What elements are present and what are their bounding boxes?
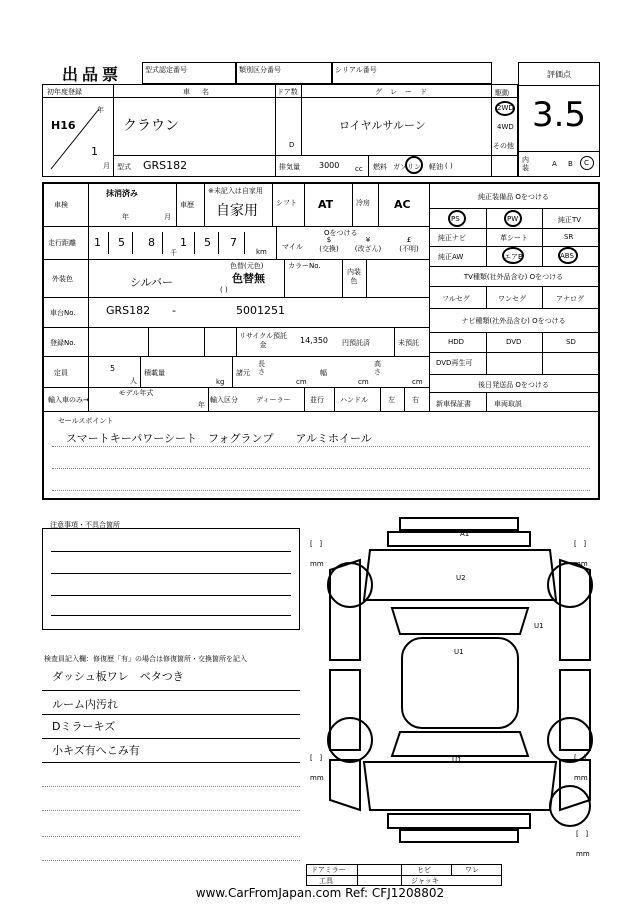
- chassis-prefix: GRS182: [106, 304, 151, 317]
- inspector-label: 検査員記入欄：修復歴「有」の場合は修復箇所・交換箇所を記入: [44, 655, 247, 663]
- model-label: 型式: [117, 163, 131, 171]
- recycle-value: 14,350: [300, 336, 328, 345]
- tv-title: TV種類(社外品含む) Oをつける: [463, 273, 564, 281]
- registration-block: [42, 84, 518, 177]
- doors-value: D: [289, 141, 295, 149]
- legend-jack: ジャッキ: [411, 877, 439, 885]
- fuel-label: 燃料: [373, 163, 387, 171]
- displacement-label: 排気量: [279, 163, 300, 171]
- mileage-thousand: 千: [170, 249, 177, 257]
- mileage-digit: 7: [230, 236, 237, 249]
- mark-u1-right: U1: [534, 622, 544, 630]
- bracket-spare: [ ]: [576, 830, 589, 838]
- model-cert-field: [142, 62, 236, 84]
- mileage-label: 走行距離: [48, 239, 76, 247]
- after-title: 後日発送品 Oをつける: [478, 381, 549, 389]
- notes-box: [42, 528, 300, 630]
- grade-value: ロイヤルサルーン: [339, 119, 426, 132]
- color-value: シルバー: [130, 276, 173, 289]
- tv-analog: アナログ: [556, 295, 584, 303]
- opt-ps: PS: [451, 215, 460, 223]
- rating-value: 3.5: [531, 95, 587, 135]
- opt-navi: 純正ナビ: [438, 234, 466, 242]
- model-year-label: モデル年式: [118, 389, 154, 397]
- fuel-paren: ( ): [445, 162, 453, 170]
- height-cm: cm: [412, 378, 423, 386]
- mileage-unknown: £ (不明): [399, 236, 419, 253]
- opt-airbag: エアB: [504, 253, 523, 261]
- note-line-2: ルーム内汚れ: [52, 698, 118, 711]
- serial-label: シリアル番号: [335, 66, 377, 74]
- car-name-label: 車名: [183, 88, 221, 96]
- mark-u2: U2: [456, 574, 466, 582]
- interior-color-label: 内装色: [347, 268, 361, 285]
- year-value: H16: [51, 119, 76, 132]
- footer-ref: www.CarFromJapan.com Ref: CFJ1208802: [195, 886, 445, 900]
- ac-label: 冷房: [356, 199, 370, 207]
- import-parallel: 並行: [310, 396, 324, 404]
- interior-a: A: [552, 160, 557, 168]
- interior-c: C: [584, 159, 589, 167]
- width-label: 幅: [320, 369, 327, 377]
- load-unit: kg: [216, 378, 225, 386]
- bracket-fl: [ ]: [310, 540, 323, 548]
- import-year-unit: 年: [198, 401, 205, 409]
- drive-4wd: 4WD: [497, 123, 514, 131]
- fuel-gas: ガソリン: [393, 163, 421, 171]
- notes-label: 注意事項・不具合箇所: [50, 521, 120, 529]
- height-label: 高さ: [374, 360, 381, 376]
- legend-mirror: ドアミラー: [311, 866, 346, 874]
- capacity-unit: 人: [130, 377, 137, 385]
- sales-text: スマートキーパワーシート フォグランプ アルミホイール: [66, 432, 372, 445]
- handle-left: 左: [388, 396, 395, 404]
- category-field: [236, 62, 332, 84]
- displacement-unit: cc: [355, 165, 363, 173]
- mm-rr: mm: [574, 774, 588, 782]
- shaken-label: 車検: [54, 201, 68, 209]
- interior-b: B: [568, 160, 573, 168]
- width-cm: cm: [358, 378, 369, 386]
- grade-label: グレード: [375, 88, 435, 96]
- note-line-4: 小キズ有へこみ有: [52, 744, 140, 757]
- tv-oneseg: ワンセグ: [498, 295, 526, 303]
- mileage-digit: 5: [204, 236, 211, 249]
- repaint-label: 色替(元色): [230, 262, 264, 270]
- drive-2wd: 2WD: [497, 104, 514, 112]
- interior-label: 内装: [522, 156, 529, 172]
- mileage-digit: 5: [118, 236, 125, 249]
- serial-field: [332, 62, 492, 84]
- recycle-unit: 円預託済: [342, 339, 370, 347]
- displacement-value: 3000: [319, 161, 340, 170]
- chassis-dash: -: [172, 304, 176, 317]
- not-deposited: 未預託: [398, 339, 419, 347]
- repaint-paren: ( ): [220, 286, 228, 294]
- genuine-title: 純正装備品 Oをつける: [478, 193, 549, 201]
- bracket-rr: [ ]: [574, 754, 587, 762]
- doors-label: ドア数: [277, 88, 298, 96]
- shaken-year: 年: [122, 213, 129, 221]
- note-line-3: Dミラーキズ: [52, 720, 116, 733]
- bracket-rl: [ ]: [310, 754, 323, 762]
- chassis-label: 車台No.: [50, 309, 76, 317]
- model-cert-label: 型式認定番号: [145, 66, 187, 74]
- import-label: 輸入車のみ→: [48, 396, 89, 404]
- note-line-1: ダッシュ板ワレ ベタつき: [52, 670, 184, 683]
- model-value: GRS182: [143, 159, 188, 172]
- fuel-diesel: 軽油: [429, 163, 443, 171]
- mm-fl: mm: [310, 560, 324, 568]
- recycle-label: リサイクル預託金: [238, 332, 288, 349]
- shaken-month: 月: [164, 213, 171, 221]
- dims-label: 諸元: [236, 369, 250, 377]
- capacity-label: 定員: [54, 369, 68, 377]
- navi-dvd: DVD: [506, 338, 522, 346]
- mark-a1: A1: [460, 530, 470, 538]
- opt-abs: ABS: [560, 252, 574, 260]
- legend-break: ワレ: [465, 866, 479, 874]
- navi-dvd-play: DVD再生可: [436, 359, 473, 367]
- rating-label: 評価点: [547, 70, 571, 79]
- mileage-exchange: $ (交換): [319, 236, 339, 253]
- mileage-digit: 1: [180, 236, 187, 249]
- registration-label: 登録No.: [50, 339, 76, 347]
- usage-value: 自家用: [216, 203, 258, 219]
- tv-fullseg: フルセグ: [442, 295, 470, 303]
- opt-aw: 純正AW: [438, 253, 464, 261]
- usage-note: ※未記入は自家用: [208, 187, 263, 195]
- mm-spare: mm: [576, 850, 590, 858]
- chassis-number: 5001251: [236, 304, 285, 317]
- handle-label: ハンドル: [340, 396, 368, 404]
- color-no-label: カラーNo.: [288, 262, 321, 270]
- legend-crack: ヒビ: [417, 866, 431, 874]
- mm-fr: mm: [574, 560, 588, 568]
- color-label: 外装色: [52, 275, 73, 283]
- category-label: 類別区分番号: [239, 66, 281, 74]
- after-warranty: 新車保証書: [436, 400, 471, 408]
- mileage-mile: マイル: [282, 243, 303, 251]
- opt-pw: PW: [507, 215, 519, 223]
- bracket-fr: [ ]: [574, 540, 587, 548]
- mileage-digit: 8: [148, 236, 155, 249]
- month-unit: 月: [103, 162, 110, 170]
- usage-label: 車歴: [180, 201, 194, 209]
- drive-label: 駆動: [495, 89, 509, 97]
- sales-label: セールスポイント: [58, 417, 114, 425]
- mark-u1-rear: U1: [452, 756, 462, 764]
- after-manual: 車両取説: [494, 400, 522, 408]
- first-reg-label: 初年度登録: [47, 88, 82, 96]
- navi-sd: SD: [566, 338, 576, 346]
- form-title: 出品票: [62, 65, 123, 84]
- car-diagram: [300, 510, 620, 880]
- handle-right: 右: [412, 396, 419, 404]
- mark-u1-center: U1: [454, 648, 464, 656]
- shift-label: シフト: [276, 199, 297, 207]
- mileage-digit: 1: [94, 236, 101, 249]
- shift-value: AT: [318, 198, 334, 211]
- mileage-km: km: [256, 248, 267, 256]
- mm-rl: mm: [310, 774, 324, 782]
- drive-other: その他: [493, 142, 514, 150]
- year-unit: 年: [97, 106, 104, 114]
- month-value: 1: [91, 145, 98, 158]
- capacity-value: 5: [110, 364, 116, 373]
- load-label: 積載量: [144, 369, 165, 377]
- opt-sr: SR: [564, 233, 574, 241]
- car-name-value: クラウン: [123, 118, 179, 134]
- shaken-value: 抹消済み: [106, 189, 138, 198]
- import-dealer: ディーラー: [256, 396, 291, 404]
- opt-tv: 純正TV: [558, 216, 582, 224]
- interior-grade: [518, 150, 600, 177]
- import-type-label: 輸入区分: [210, 396, 238, 404]
- navi-hdd: HDD: [448, 338, 465, 346]
- repaint-value: 色替無: [232, 272, 265, 285]
- legend-tool: 工具: [319, 877, 333, 885]
- legend-table: [306, 864, 502, 886]
- mileage-circle-hint: Oをつける: [324, 229, 358, 237]
- detail-block: [42, 182, 600, 500]
- length-cm: cm: [296, 378, 307, 386]
- navi-title: ナビ種類(社外品含む) Oをつける: [461, 317, 566, 325]
- length-label: 長さ: [258, 360, 265, 376]
- ac-value: AC: [394, 198, 411, 211]
- opt-leather: 革シート: [500, 234, 528, 242]
- mileage-modified: ¥ (改ざん): [354, 236, 382, 253]
